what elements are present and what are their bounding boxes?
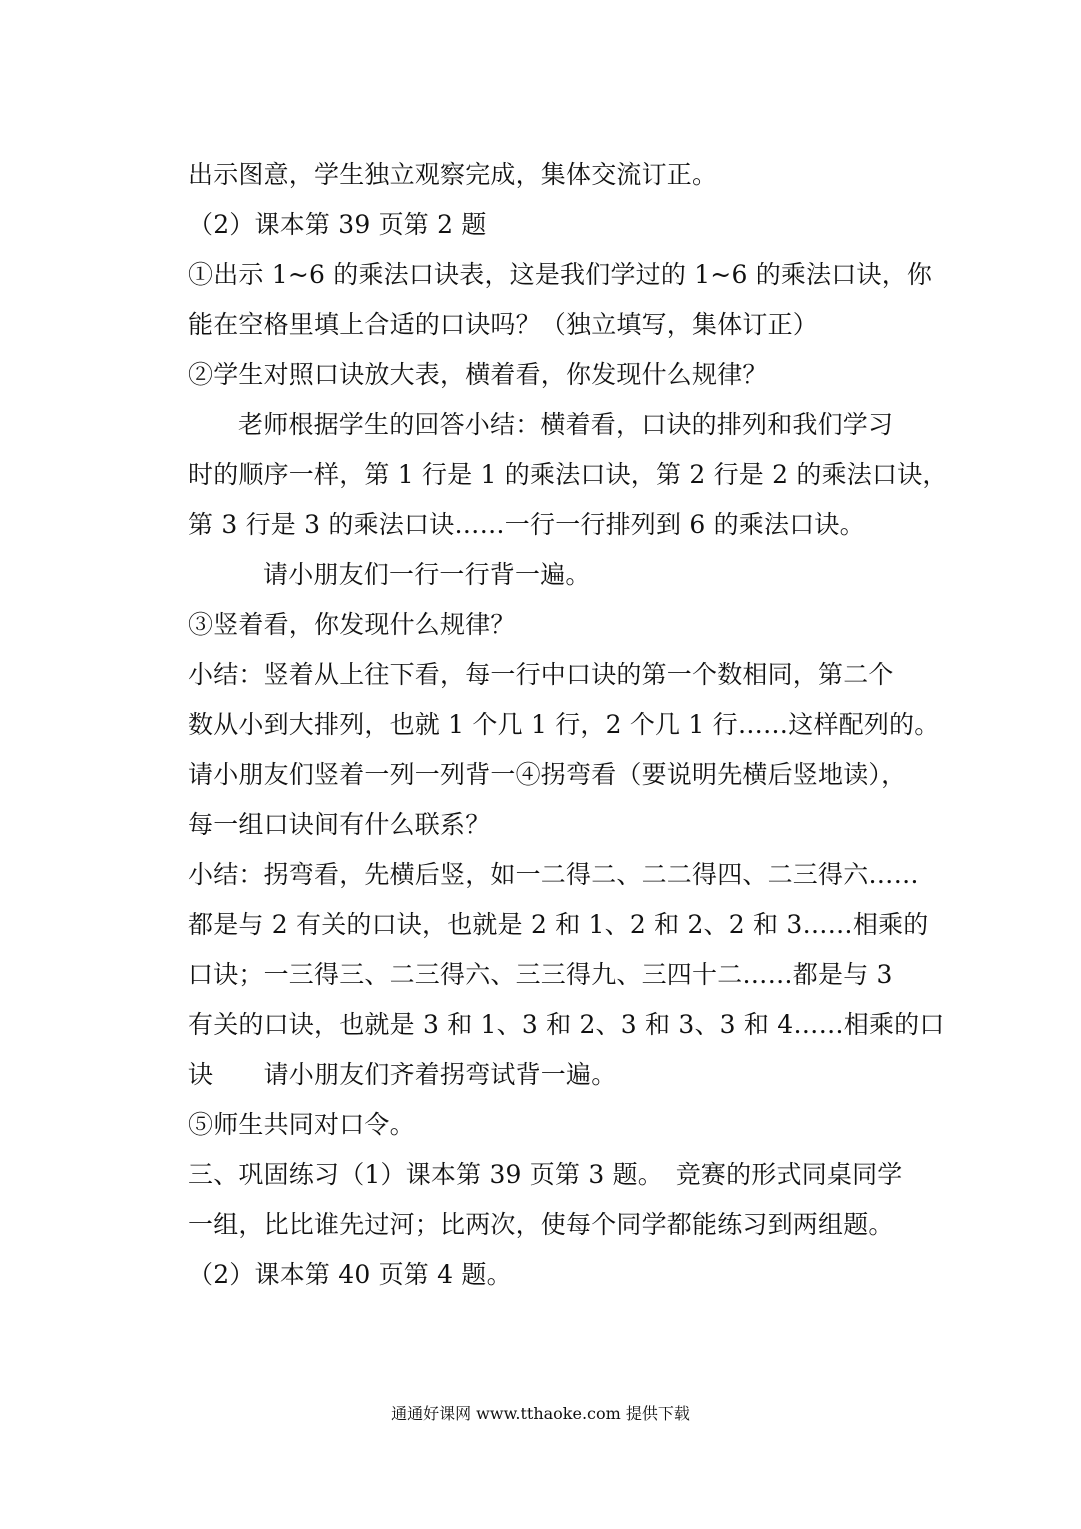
text-line: 请小朋友们一行一行背一遍。: [263, 560, 591, 589]
page-footer: 通通好课网 www.tthaoke.com 提供下载: [391, 1404, 690, 1423]
text-line: （2）课本第 39 页第 2 题: [188, 210, 487, 239]
text-line: 第 3 行是 3 的乘法口诀……一行一行排列到 6 的乘法口诀。: [188, 510, 865, 539]
text-line: ⑤师生共同对口令。: [188, 1110, 415, 1139]
text-line: 三、巩固练习（1）课本第 39 页第 3 题。 竞赛的形式同桌同学: [188, 1160, 903, 1189]
text-line: 每一组口诀间有什么联系？: [188, 810, 491, 839]
text-line: 数从小到大排列，也就 1 个几 1 行，2 个几 1 行……这样配列的。: [188, 710, 940, 739]
text-line: ②学生对照口诀放大表，横着看，你发现什么规律？: [188, 360, 768, 389]
text-line: 能在空格里填上合适的口诀吗？（独立填写，集体订正）: [188, 310, 819, 339]
text-line: 小结：竖着从上往下看，每一行中口诀的第一个数相同，第二个: [188, 660, 894, 689]
text-line: （2）课本第 40 页第 4 题。: [188, 1260, 512, 1289]
text-line: 有关的口诀，也就是 3 和 1、3 和 2、3 和 3、3 和 4……相乘的口: [188, 1010, 945, 1039]
text-line: 出示图意，学生独立观察完成，集体交流订正。: [188, 160, 718, 189]
text-line: 都是与 2 有关的口诀，也就是 2 和 1、2 和 2、2 和 3……相乘的: [188, 910, 929, 939]
text-line: 小结：拐弯看，先横后竖，如一二得二、二二得四、二三得六……: [188, 860, 919, 889]
text-line: 老师根据学生的回答小结：横着看，口诀的排列和我们学习: [238, 410, 894, 439]
text-line: ①出示 1~6 的乘法口诀表，这是我们学过的 1~6 的乘法口诀，你: [188, 260, 933, 289]
text-line: 时的顺序一样，第 1 行是 1 的乘法口诀，第 2 行是 2 的乘法口诀，: [188, 460, 948, 489]
text-line: 诀 请小朋友们齐着拐弯试背一遍。: [188, 1060, 617, 1089]
text-line: 一组，比比谁先过河；比两次，使每个同学都能练习到两组题。: [188, 1210, 894, 1239]
text-line: ③竖着看，你发现什么规律？: [188, 610, 516, 639]
text-line: 请小朋友们竖着一列一列背一④拐弯看（要说明先横后竖地读），: [188, 760, 907, 789]
text-line: 口诀；一三得三、二三得六、三三得九、三四十二……都是与 3: [188, 960, 893, 989]
